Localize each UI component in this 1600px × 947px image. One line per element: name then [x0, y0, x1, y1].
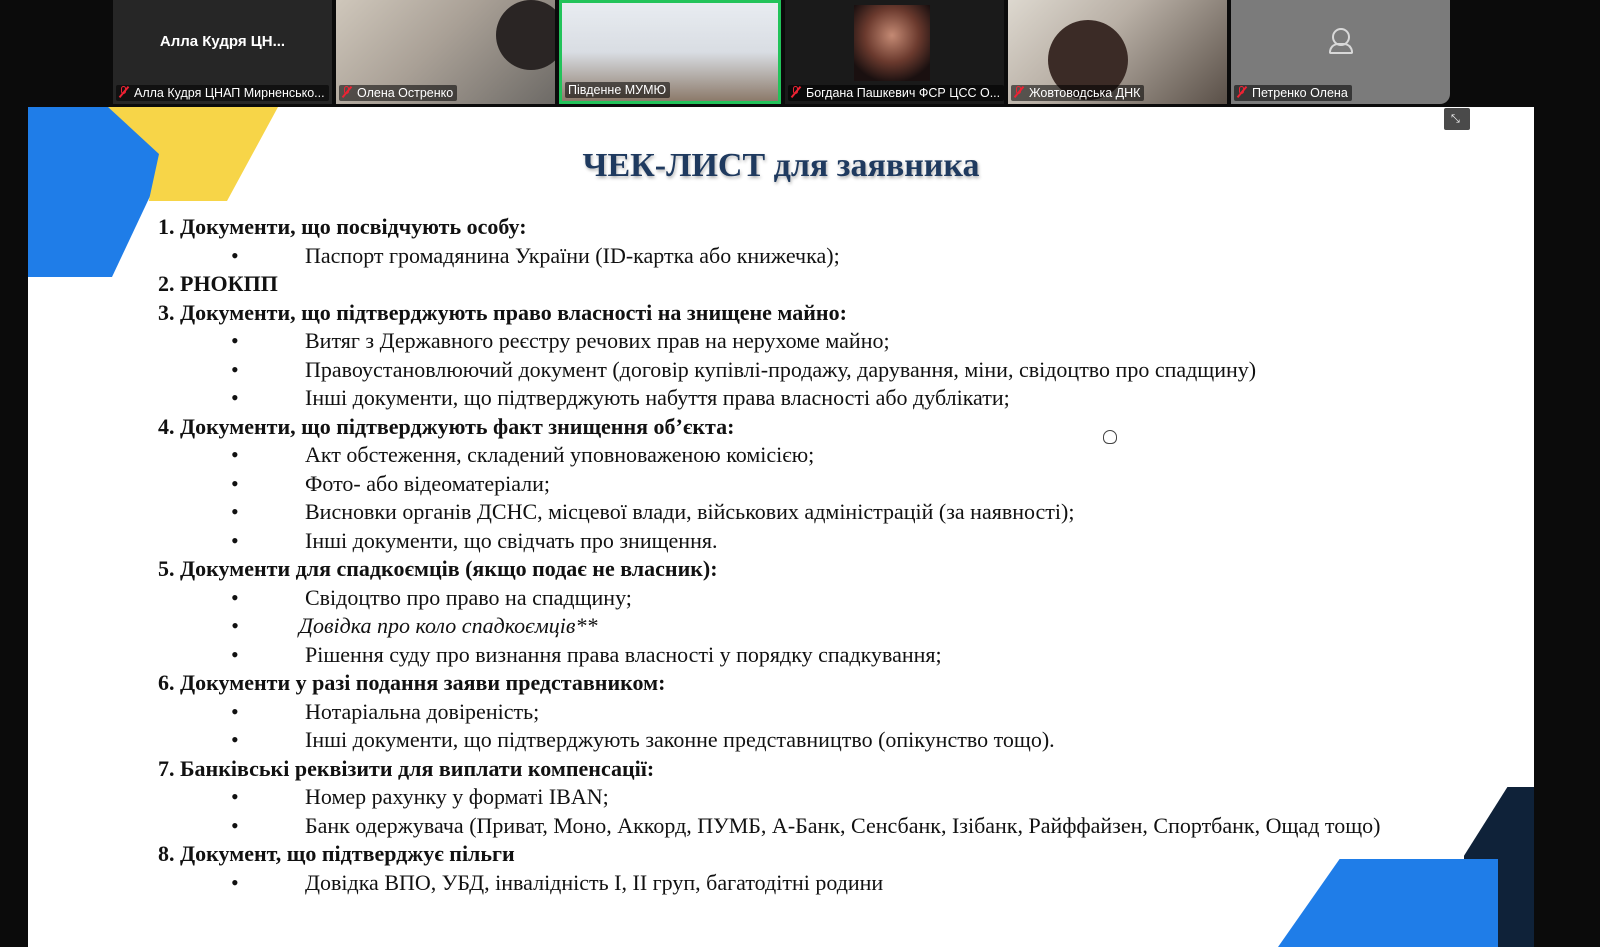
mic-muted-icon: [342, 86, 352, 98]
participant-name-tag: [1011, 85, 1144, 101]
participant-name: Алла Кудря ЦНАП Мирненсько...: [134, 86, 325, 100]
list-item: • Фото- або відеоматеріали;: [158, 470, 1380, 499]
participant-tile[interactable]: [1008, 0, 1227, 104]
mic-muted-icon: [1014, 86, 1024, 98]
list-item: • Акт обстеження, складений уповноваженою комісією;: [158, 441, 1380, 470]
mic-muted-icon: [791, 86, 801, 98]
mic-muted-icon: [119, 86, 129, 98]
section-heading: 3. Документи, що підтверджують право власності на знищене майно:: [158, 299, 847, 325]
list-item: • Витяг з Державного реєстру речових прав на нерухоме майно;: [158, 327, 1380, 356]
list-item: • Інші документи, що підтверджують набуття права власності або дублікати;: [158, 384, 1380, 413]
checklist: [158, 213, 1380, 897]
shared-slide: [28, 107, 1534, 947]
section-heading: 4. Документи, що підтверджують факт знищення об’єкта:: [158, 413, 735, 439]
list-item: • Рішення суду про визнання права власності у порядку спадкування;: [158, 641, 1380, 670]
section-heading: 1. Документи, що посвідчують особу:: [158, 214, 527, 239]
section-heading: 2. РНОКПП: [158, 271, 278, 296]
participant-strip: [113, 0, 1450, 104]
participant-name: Олена Остренко: [357, 86, 454, 100]
list-item: • Номер рахунку у форматі IBAN;: [158, 783, 1380, 812]
list-item: • Банк одержувача (Приват, Моно, Аккорд, ПУМБ, А-Банк, Сенсбанк, Ізібанк, Райффайзен, Спортбанк, Ощад тощо): [158, 812, 1380, 841]
participant-name-tag: [116, 85, 329, 101]
participant-name: Богдана Пашкевич ФСР ЦСС О...: [806, 86, 1001, 100]
list-item: • Інші документи, що підтверджують законне представництво (опікунство тощо).: [158, 726, 1380, 755]
slide-title: ЧЕК-ЛИСТ для заявника: [582, 147, 980, 184]
participant-video: [496, 0, 555, 70]
participant-name-tag: [788, 85, 1004, 101]
cursor-icon: [1103, 430, 1117, 444]
list-item: • Паспорт громадянина України (ID-картка або книжечка);: [158, 242, 1380, 271]
section-heading: 7. Банківські реквізити для виплати компенсації:: [158, 755, 655, 781]
list-item: • Інші документи, що свідчать про знищення.: [158, 527, 1380, 556]
exit-fullscreen-button[interactable]: [1444, 108, 1470, 130]
participant-tile[interactable]: [785, 0, 1004, 104]
list-item: • Правоустановлюючий документ (договір купівлі-продажу, дарування, міни, свідоцтво про спадщину): [158, 356, 1380, 385]
participant-name-tag: [339, 85, 457, 101]
list-item: • Висновки органів ДСНС, місцевої влади, військових адміністрацій (за наявності);: [158, 498, 1380, 527]
mic-muted-icon: [1237, 86, 1247, 98]
section-heading: 5. Документи для спадкоємців (якщо подає не власник):: [158, 556, 718, 581]
list-item: • Нотаріальна довіреність;: [158, 698, 1380, 727]
participant-name: Жовтоводська ДНК: [1029, 86, 1141, 100]
list-item: • Довідка ВПО, УБД, інвалідність І, ІІ груп, багатодітні родини: [158, 869, 1380, 898]
section-heading: 6. Документи у разі подання заяви представником:: [158, 670, 666, 695]
participant-tile[interactable]: [336, 0, 555, 104]
participant-tile[interactable]: [1231, 0, 1450, 104]
list-item: • Довідка про коло спадкоємців**: [158, 612, 1380, 641]
section-heading: 8. Документ, що підтверджує пільги: [158, 841, 515, 866]
participant-name-tag: [1234, 85, 1352, 101]
participant-name: Південне МУМЮ: [568, 83, 667, 97]
participant-name-tag: [565, 82, 670, 98]
participant-tile-active-speaker[interactable]: [559, 0, 781, 104]
participant-tile[interactable]: [113, 0, 332, 104]
user-placeholder-icon: [1329, 28, 1353, 54]
list-item: • Свідоцтво про право на спадщину;: [158, 584, 1380, 613]
collapse-icon: ⤡: [1451, 113, 1460, 125]
participant-display-name: Алла Кудря ЦН...: [159, 33, 286, 50]
participant-name: Петренко Олена: [1252, 86, 1348, 100]
avatar: [854, 5, 930, 81]
